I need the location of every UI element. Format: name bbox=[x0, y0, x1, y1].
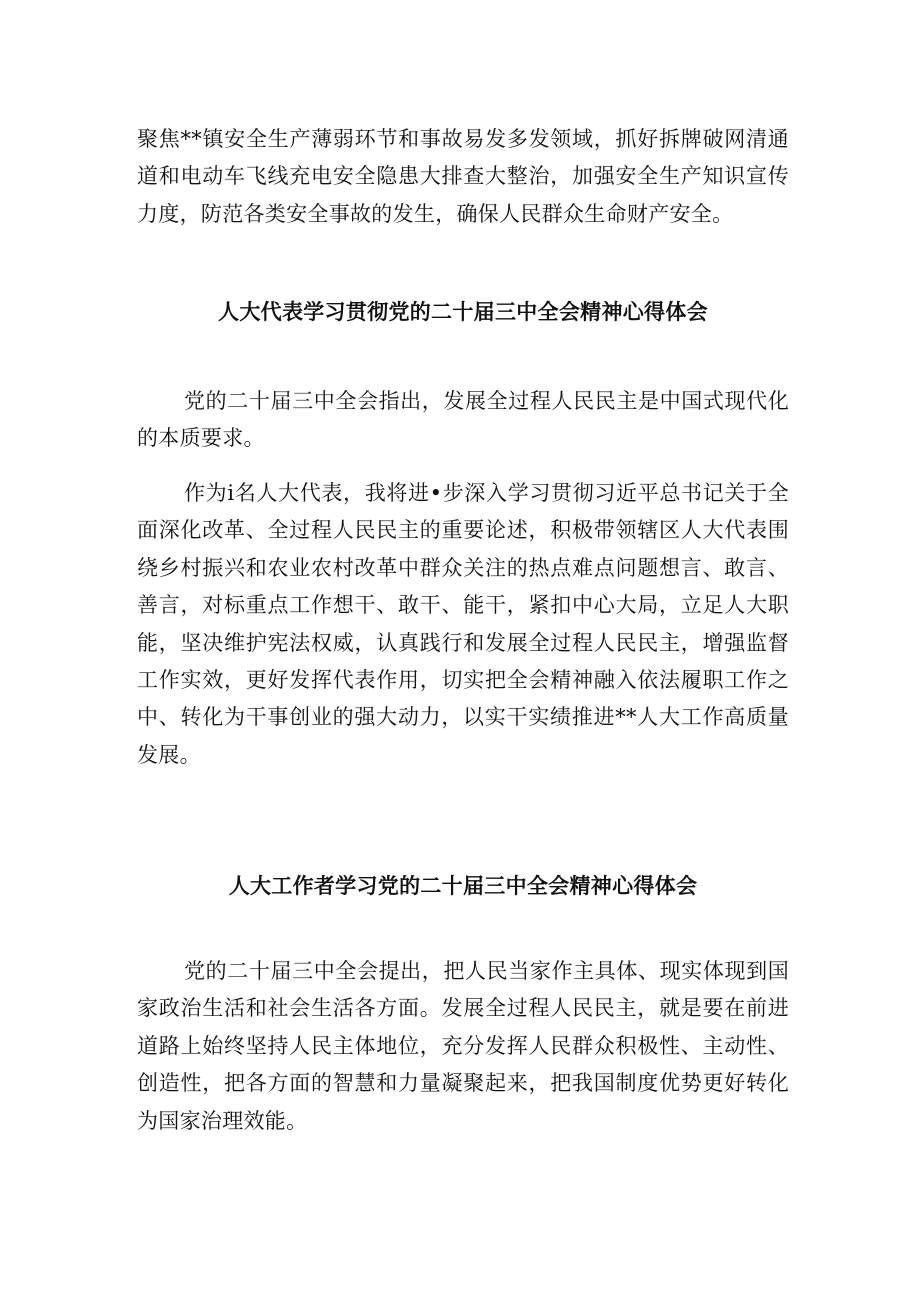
intro-paragraph: 聚焦**镇安全生产薄弱环节和事故易发多发领域，抓好拆牌破网清通道和电动车飞线充电安全隐患大排查大整治，加强安全生产知识宣传力度，防范各类安全事故的发生，确保人民群众生命财产安全。 bbox=[137, 127, 789, 226]
deputy-paragraph-2: 作为i名人大代表，我将进•步深入学习贯彻习近平总书记关于全面深化改革、全过程人民民主的重要论述，积极带领辖区人大代表围绕乡村振兴和农业农村改革中群众关注的热点难点问题想言、敢言、善言，对标重点工作想干、敢干、能干，紧扣中心大局，立足人大职能，坚决维护宪法权威，认真践行和发展全过程人民民主，增强监督工作实效，更好发挥代表作用，切实把全会精神融入依法履职工作之中、转化为干事创业的强大动力，以实干实绩推进**人大工作高质量发展。 bbox=[137, 481, 789, 767]
section-title-deputy: 人大代表学习贯彻党的二十届三中全会精神心得体会 bbox=[218, 299, 708, 324]
worker-paragraph-1: 党的二十届三中全会提出，把人民当家作主具体、现实体现到国家政治生活和社会生活各方面。发展全过程人民民主，就是要在前进道路上始终坚持人民主体地位，充分发挥人民群众积极性、主动性、创造性，把各方面的智慧和力量凝聚起来，把我国制度优势更好转化为国家治理效能。 bbox=[137, 959, 789, 1133]
deputy-paragraph-1: 党的二十届三中全会指出，发展全过程人民民主是中国式现代化的本质要求。 bbox=[137, 389, 789, 451]
section-title-worker: 人大工作者学习党的二十届三中全会精神心得体会 bbox=[228, 873, 698, 898]
